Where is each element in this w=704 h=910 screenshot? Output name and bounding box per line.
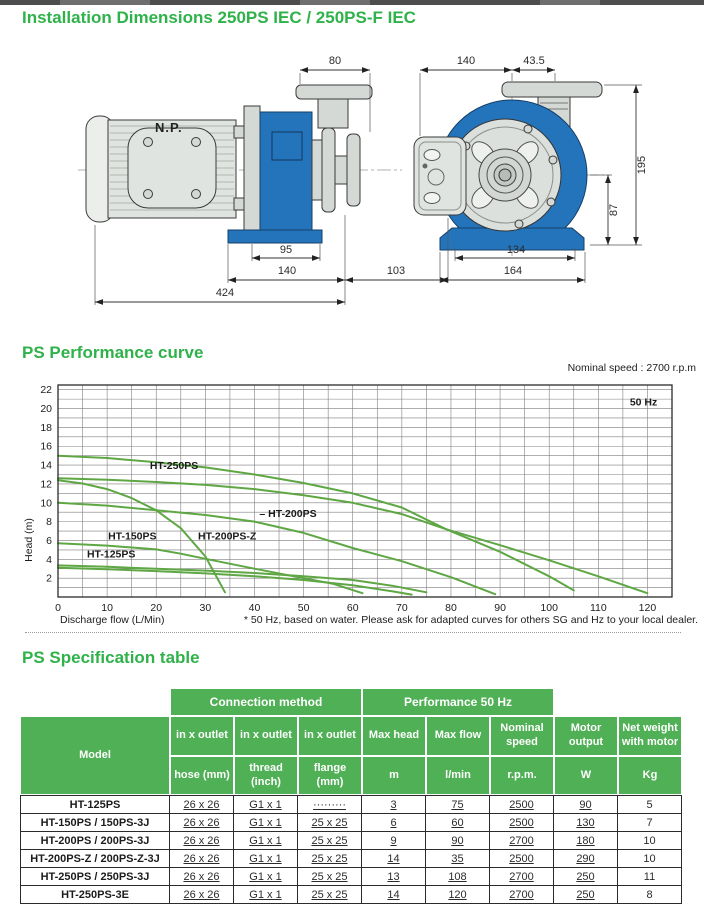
x-tick-label: 70: [395, 602, 408, 614]
spec-cell: 2700: [490, 868, 554, 886]
col-header: Net weight with motor: [618, 716, 682, 756]
curve-label-ht-150ps: HT-150PS: [108, 530, 157, 543]
spec-cell-model: HT-250PS / 250PS-3J: [20, 868, 170, 886]
installation-drawing: [0, 40, 704, 345]
col-subheader: Kg: [618, 756, 682, 795]
spec-cell: 26 x 26: [170, 832, 234, 850]
spec-cell-model: HT-250PS-3E: [20, 886, 170, 904]
terminal-tab-bottom: [234, 198, 244, 210]
col-subheader: hose (mm): [170, 756, 234, 795]
group-header-connection: Connection method: [170, 688, 362, 716]
curve-label--ht-200ps: – HT-200PS: [259, 507, 317, 520]
col-header: Motor output: [554, 716, 618, 756]
svg-text:134: 134: [506, 244, 526, 256]
x-tick-label: 40: [248, 602, 261, 614]
y-tick-label: 22: [40, 384, 52, 397]
spec-cell-model: HT-200PS / 200PS-3J: [20, 832, 170, 850]
spec-cell: 180: [554, 832, 618, 850]
spec-cell: 26 x 26: [170, 868, 234, 886]
spec-cell: G1 x 1: [234, 850, 298, 868]
dimension-bottom-103: [345, 218, 448, 283]
dimension-right-195: [590, 85, 648, 245]
svg-text:95: 95: [279, 244, 293, 256]
y-tick-label: 18: [40, 421, 52, 434]
chart-grid: [58, 385, 672, 597]
flange-disc-2: [347, 134, 360, 206]
section-divider: [25, 632, 681, 633]
spec-cell: 14: [362, 850, 426, 868]
spec-cell: 3: [362, 795, 426, 814]
motor-frame: [128, 128, 216, 208]
x-tick-label: 120: [638, 602, 657, 614]
svg-text:80: 80: [328, 55, 342, 67]
y-tick-label: 10: [40, 497, 52, 510]
spec-cell: G1 x 1: [234, 795, 298, 814]
pump-front-view: [414, 82, 602, 250]
spec-cell: 26 x 26: [170, 886, 234, 904]
performance-section-heading: PS Performance curve: [22, 343, 204, 362]
spec-cell: 11: [618, 868, 682, 886]
spec-cell: 130: [554, 814, 618, 832]
spec-cell: ·········: [298, 795, 362, 814]
spec-table-row: [20, 814, 682, 832]
pump-base-side: [228, 230, 322, 243]
curve-label-ht-250ps: HT-250PS: [149, 459, 199, 472]
col-header: in x outlet: [234, 716, 298, 756]
col-header: in x outlet: [170, 716, 234, 756]
spec-cell: G1 x 1: [234, 886, 298, 904]
spec-cell: 290: [554, 850, 618, 868]
nominal-speed-note: Nominal speed : 2700 r.p.m: [567, 362, 696, 374]
spec-cell: 2700: [490, 832, 554, 850]
x-tick-label: 90: [494, 602, 506, 614]
spec-table: [20, 688, 682, 904]
chart-curve-labels: [87, 397, 657, 561]
motor-nameplate-label: N.P.: [155, 120, 183, 135]
curve-label-ht-125ps: HT-125PS: [86, 548, 136, 561]
spec-cell: 9: [362, 832, 426, 850]
pump-housing-side: [260, 112, 312, 230]
outlet-flange-front: [502, 82, 602, 97]
spec-cell: 90: [554, 795, 618, 814]
spec-cell: 25 x 25: [298, 868, 362, 886]
spec-table-row: [20, 832, 682, 850]
dimension-top-43-5: [512, 55, 555, 81]
spec-cell: 13: [362, 868, 426, 886]
spec-cell: 26 x 26: [170, 795, 234, 814]
y-tick-label: 16: [40, 440, 52, 453]
svg-text:195: 195: [636, 155, 648, 175]
dimension-front-164: [440, 252, 585, 283]
y-tick-label: 14: [40, 459, 52, 472]
spec-section-heading: PS Specification table: [22, 648, 200, 667]
spec-cell-model: HT-125PS: [20, 795, 170, 814]
plot-border: [58, 385, 672, 597]
spec-table-body: [20, 795, 682, 904]
x-tick-label: 30: [199, 602, 212, 614]
spec-table-row: [20, 868, 682, 886]
page-title: Installation Dimensions 250PS IEC / 250PS-F IEC: [22, 8, 416, 27]
svg-text:103: 103: [386, 265, 406, 277]
spec-cell: 26 x 26: [170, 814, 234, 832]
spec-cell: 108: [426, 868, 490, 886]
col-header: in x outlet: [298, 716, 362, 756]
curve-label-50-hz: 50 Hz: [629, 396, 658, 409]
spec-cell: 8: [618, 886, 682, 904]
spec-cell-model: HT-150PS / 150PS-3J: [20, 814, 170, 832]
spec-cell: 2500: [490, 850, 554, 868]
x-axis-label: Discharge flow (L/Min): [60, 614, 165, 626]
spec-cell: 60: [426, 814, 490, 832]
outlet-flange-side: [296, 85, 372, 99]
spec-table-row: [20, 795, 682, 814]
spec-cell: 250: [554, 868, 618, 886]
spec-cell: 120: [426, 886, 490, 904]
top-crop-strip: [0, 0, 704, 5]
x-tick-label: 110: [589, 602, 607, 614]
svg-text:164: 164: [503, 265, 523, 277]
bracket-flange: [244, 106, 260, 238]
spec-cell: G1 x 1: [234, 868, 298, 886]
spec-table-head: [20, 688, 682, 795]
spec-cell: 25 x 25: [298, 850, 362, 868]
col-header: Max head: [362, 716, 426, 756]
y-tick-label: 6: [46, 534, 52, 547]
svg-text:140: 140: [456, 55, 476, 67]
top-crop-strip-segment: [60, 0, 150, 5]
spec-cell: 6: [362, 814, 426, 832]
top-crop-strip-segment: [540, 0, 600, 5]
spec-cell: 250: [554, 886, 618, 904]
x-tick-label: 100: [540, 602, 558, 614]
x-tick-label: 80: [445, 602, 457, 614]
y-tick-label: 20: [40, 403, 52, 416]
y-tick-label: 4: [46, 553, 52, 566]
outlet-stem-side: [318, 98, 348, 128]
col-subheader: m: [362, 756, 426, 795]
y-tick-label: 2: [46, 572, 52, 585]
y-axis-label: Head (m): [23, 518, 35, 562]
spec-cell: 25 x 25: [298, 832, 362, 850]
top-crop-strip-segment: [300, 0, 370, 5]
spec-table-row: [20, 886, 682, 904]
spec-cell: 26 x 26: [170, 850, 234, 868]
y-tick-label: 12: [40, 478, 52, 491]
spec-cell: 25 x 25: [298, 886, 362, 904]
col-subheader: thread (inch): [234, 756, 298, 795]
spec-cell: 35: [426, 850, 490, 868]
col-subheader: W: [554, 756, 618, 795]
spec-cell: 7: [618, 814, 682, 832]
col-header: Max flow: [426, 716, 490, 756]
x-tick-label: 10: [101, 602, 113, 614]
x-tick-label: 20: [150, 602, 163, 614]
spec-cell-model: HT-200PS-Z / 200PS-Z-3J: [20, 850, 170, 868]
spec-table-row: [20, 850, 682, 868]
svg-text:140: 140: [277, 265, 297, 277]
svg-text:424: 424: [215, 287, 235, 299]
spec-cell: 75: [426, 795, 490, 814]
spec-cell: 14: [362, 886, 426, 904]
spacer-cell: [554, 688, 682, 716]
spec-cell: G1 x 1: [234, 832, 298, 850]
spec-cell: 5: [618, 795, 682, 814]
svg-text:43.5: 43.5: [523, 55, 545, 67]
spec-cell: 2500: [490, 814, 554, 832]
col-subheader: flange (mm): [298, 756, 362, 795]
spec-cell: 10: [618, 850, 682, 868]
spec-cell: G1 x 1: [234, 814, 298, 832]
dimension-bottom-95: [252, 244, 320, 261]
spec-cell: 90: [426, 832, 490, 850]
group-header-performance: Performance 50 Hz: [362, 688, 554, 716]
svg-text:87: 87: [608, 203, 620, 217]
x-tick-label: 0: [55, 602, 61, 614]
junction-box: [414, 137, 466, 215]
pump-side-view: [86, 85, 372, 243]
col-header-model: Model: [20, 716, 170, 795]
chart-footnote: * 50 Hz, based on water. Please ask for adapted curves for others SG and Hz to your local dealer.: [243, 614, 698, 626]
col-header: Nominal speed: [490, 716, 554, 756]
col-subheader: l/min: [426, 756, 490, 795]
x-tick-label: 60: [346, 602, 359, 614]
spacer-cell: [20, 688, 170, 716]
col-subheader: r.p.m.: [490, 756, 554, 795]
spacer: [312, 140, 322, 200]
spec-cell: 25 x 25: [298, 814, 362, 832]
terminal-tab-top: [234, 126, 244, 138]
spec-cell: 2700: [490, 886, 554, 904]
x-tick-label: 50: [297, 602, 310, 614]
curve-label-ht-200ps-z: HT-200PS-Z: [197, 530, 257, 543]
y-tick-label: 8: [46, 516, 52, 529]
flange-disc-1: [322, 128, 335, 212]
dimension-right-87: [590, 175, 620, 245]
shaft-hub: [479, 149, 531, 201]
spec-cell: 10: [618, 832, 682, 850]
shaft: [335, 156, 347, 184]
performance-chart: [0, 375, 704, 614]
spec-cell: 2500: [490, 795, 554, 814]
